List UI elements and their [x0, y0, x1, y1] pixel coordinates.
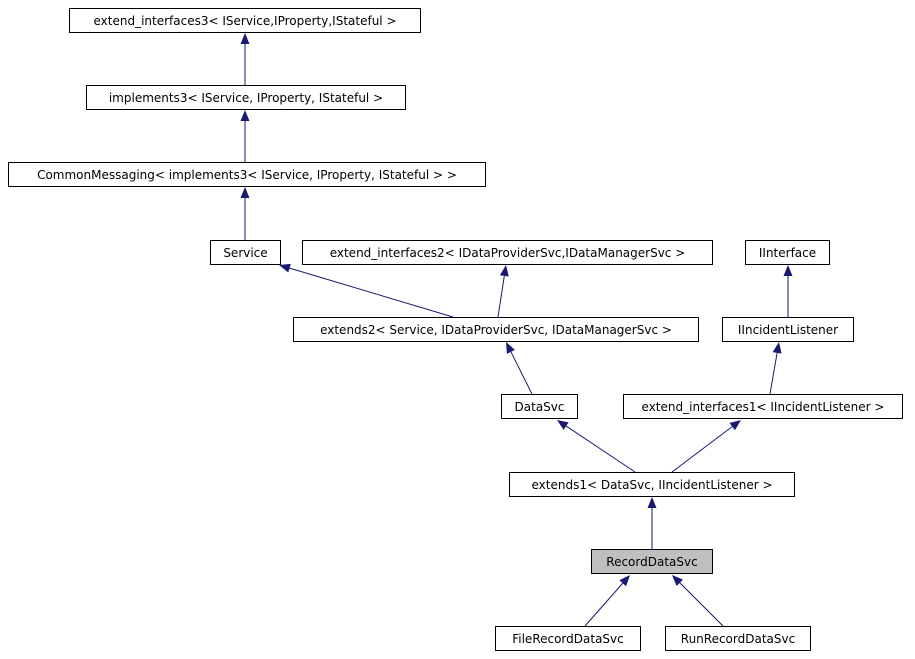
class-node-service[interactable]: [210, 240, 281, 265]
class-node-label-extend-interfaces2: extend_interfaces2< IDataProviderSvc,IDataManagerSvc >: [329, 245, 686, 260]
class-node-label-datasvc: DataSvc: [514, 399, 565, 414]
class-node-extend-interfaces1[interactable]: [623, 394, 903, 419]
inheritance-arrow-file-record-datasvc-to-record-datasvc: [585, 575, 630, 626]
class-node-extend-interfaces2[interactable]: [302, 240, 713, 265]
class-node-iincident-listener[interactable]: [722, 317, 854, 342]
class-node-label-common-messaging: CommonMessaging< implements3< IService, IProperty, IStateful > >: [37, 167, 457, 182]
inheritance-arrow-extends1-to-extend-interfaces1: [672, 420, 741, 472]
class-node-file-record-datasvc[interactable]: [495, 626, 641, 651]
inheritance-arrow-iincident-listener-to-iinterface: [784, 265, 793, 317]
class-node-label-iincident-listener: IIncidentListener: [737, 322, 839, 337]
inheritance-arrow-common-messaging-to-implements3: [241, 110, 250, 162]
class-node-label-file-record-datasvc: FileRecordDataSvc: [512, 631, 624, 646]
inheritance-arrow-implements3-to-extend-interfaces3: [241, 33, 250, 85]
class-node-implements3[interactable]: [86, 85, 406, 110]
inheritance-arrow-extends1-to-datasvc: [557, 420, 635, 472]
class-node-label-extend-interfaces1: extend_interfaces1< IIncidentListener >: [641, 399, 885, 414]
inheritance-arrow-datasvc-to-extends2: [506, 342, 532, 394]
class-node-record-datasvc: [591, 549, 713, 574]
inheritance-arrow-record-datasvc-to-extends1: [648, 497, 657, 549]
class-node-label-iinterface: IInterface: [758, 245, 817, 260]
class-node-common-messaging[interactable]: [8, 162, 486, 187]
class-node-label-record-datasvc: RecordDataSvc: [606, 554, 698, 569]
class-node-extend-interfaces3[interactable]: [69, 8, 421, 33]
inheritance-arrow-extend-interfaces1-to-iincident-listener: [770, 342, 782, 394]
inheritance-arrow-service-to-common-messaging: [241, 187, 250, 240]
class-node-iinterface[interactable]: [745, 240, 830, 265]
inheritance-arrow-run-record-datasvc-to-record-datasvc: [672, 575, 723, 626]
inheritance-arrow-extends2-to-extend-interfaces2: [498, 265, 509, 317]
class-node-label-implements3: implements3< IService, IProperty, IStateful >: [108, 90, 384, 105]
class-node-label-run-record-datasvc: RunRecordDataSvc: [680, 631, 796, 646]
class-node-label-extend-interfaces3: extend_interfaces3< IService,IProperty,IStateful >: [93, 13, 397, 28]
inheritance-arrow-extends2-to-service: [279, 264, 453, 317]
class-node-label-service: Service: [223, 245, 268, 260]
class-node-label-extends1: extends1< DataSvc, IIncidentListener >: [531, 477, 773, 492]
class-node-datasvc[interactable]: [501, 394, 578, 419]
class-node-label-extends2: extends2< Service, IDataProviderSvc, IDataManagerSvc >: [320, 322, 672, 337]
class-node-extends1[interactable]: [509, 472, 795, 497]
class-node-run-record-datasvc[interactable]: [665, 626, 811, 651]
class-node-extends2[interactable]: [293, 317, 699, 342]
